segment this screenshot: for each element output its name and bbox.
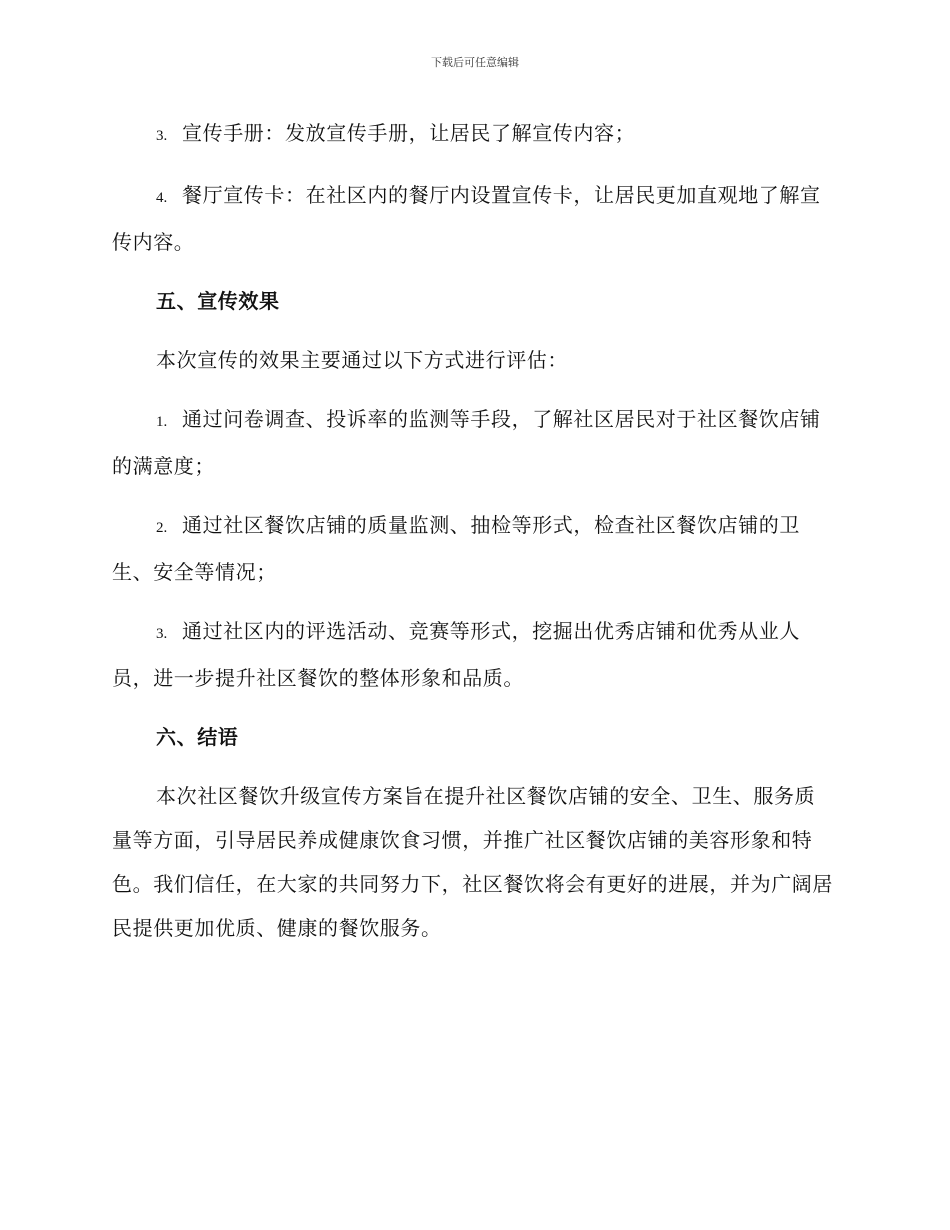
list-text: 通过社区内的评选活动、竞赛等形式，挖掘出优秀店铺和优秀从业人员，进一步提升社区餐饮的整体形象和品质。 [112, 619, 800, 690]
list-text: 宣传手册：发放宣传手册，让居民了解宣传内容； [182, 121, 636, 145]
list-item [112, 111, 834, 158]
list-text: 通过问卷调查、投诉率的监测等手段，了解社区居民对于社区餐饮店铺的满意度； [112, 407, 821, 478]
list-number: 4. [156, 190, 168, 206]
page-header: 下载后可任意编辑 [431, 56, 519, 69]
list-item [112, 173, 834, 264]
list-number: 2. [156, 520, 168, 536]
conclusion-paragraph: 本次社区餐饮升级宣传方案旨在提升社区餐饮店铺的安全、卫生、服务质量等方面，引导居民养成健康饮食习惯，并推广社区餐饮店铺的美容形象和特色。我们信任，在大家的共同努力下，社区餐饮将会有更好的进展，并为广阔居民提供更加优质、健康的餐饮服务。 [112, 784, 833, 940]
section-intro: 本次宣传的效果主要通过以下方式进行评估： [156, 348, 568, 372]
section-heading-effects: 五、宣传效果 [156, 289, 280, 313]
list-text: 餐厅宣传卡：在社区内的餐厅内设置宣传卡，让居民更加直观地了解宣传内容。 [112, 183, 821, 254]
list-number: 1. [156, 414, 168, 430]
section-heading-conclusion: 六、结语 [156, 725, 239, 749]
list-item [112, 503, 834, 594]
document-body [112, 111, 834, 965]
list-number: 3. [156, 128, 168, 144]
list-text: 通过社区餐饮店铺的质量监测、抽检等形式，检查社区餐饮店铺的卫生、安全等情况； [112, 513, 800, 584]
list-number: 3. [156, 626, 168, 642]
list-item [112, 397, 834, 488]
list-item [112, 609, 834, 700]
